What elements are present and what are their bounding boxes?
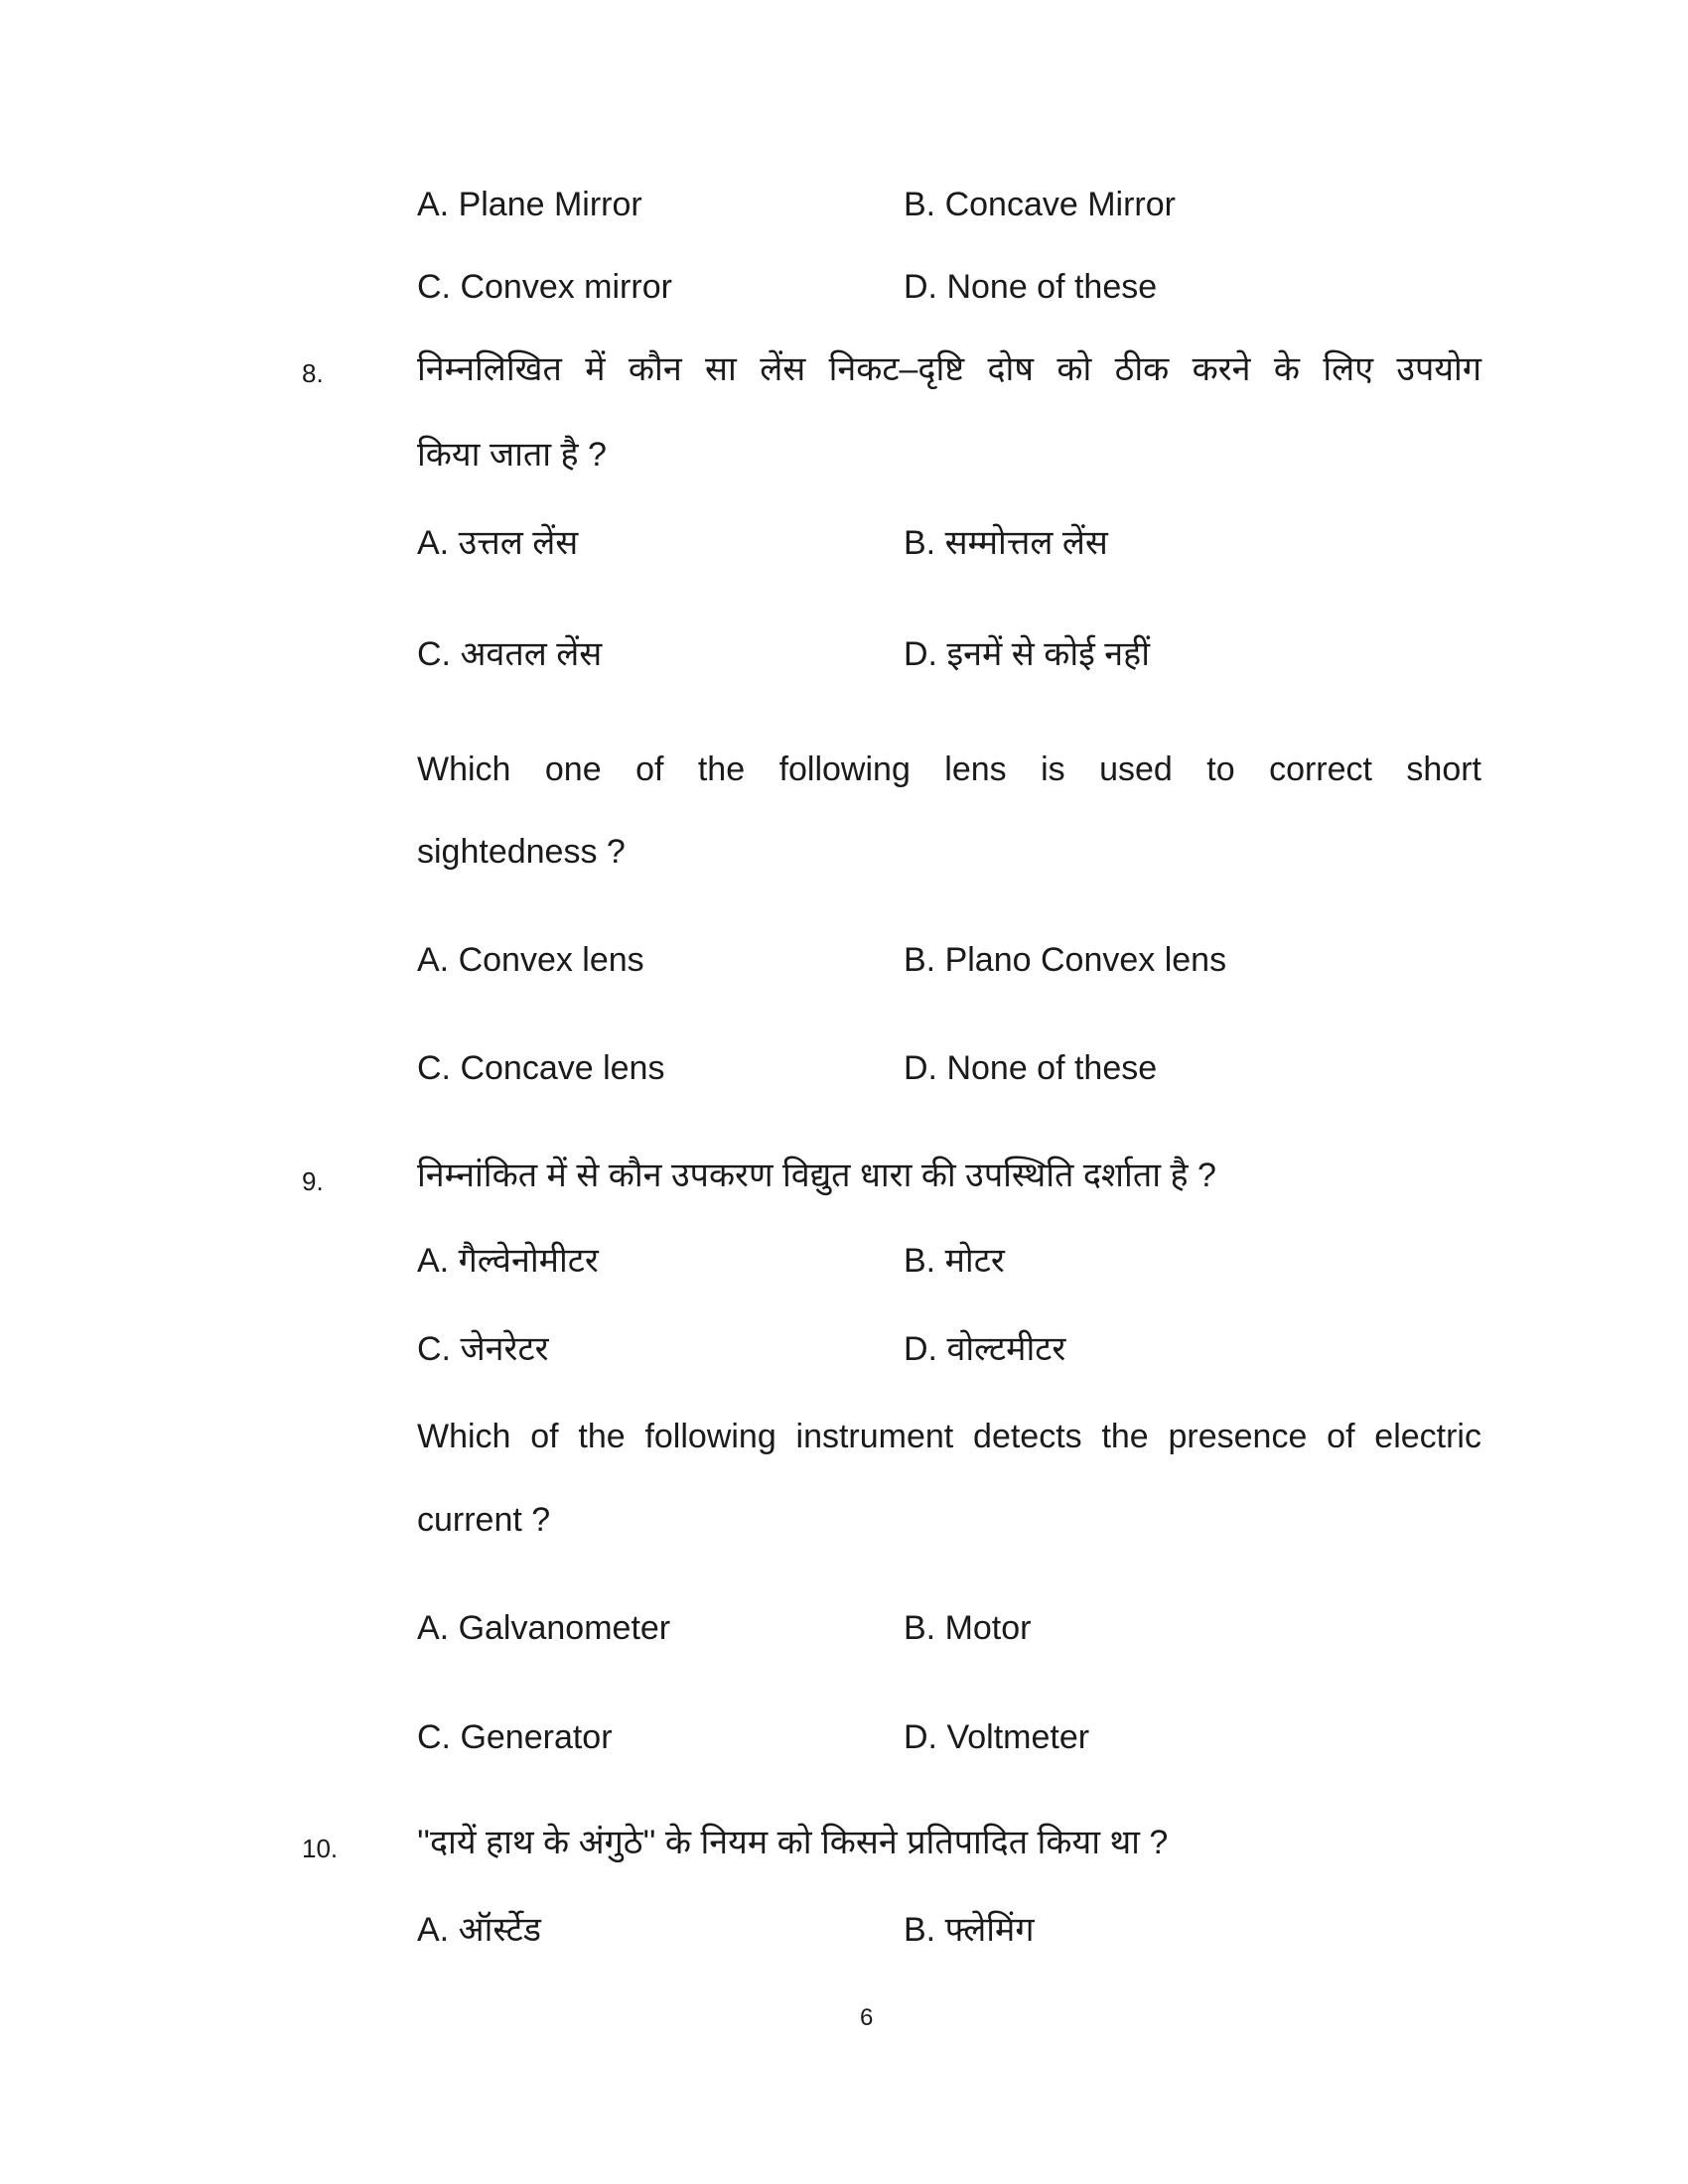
option-a-hindi: A. गैल्वेनोमीटर (417, 1242, 599, 1280)
option-b: B. Motor (904, 1609, 1032, 1647)
option-d: D. None of these (904, 1049, 1158, 1087)
option-d-hindi: D. इनमें से कोई नहीं (904, 635, 1151, 673)
option-d: D. Voltmeter (904, 1718, 1090, 1756)
option-b-hindi: B. फ्लेमिंग (904, 1911, 1035, 1949)
option-a: A. Convex lens (417, 941, 644, 979)
option-c: C. Generator (417, 1718, 613, 1756)
question-text-english-cont: sightedness ? (417, 833, 626, 871)
option-b-hindi: B. सम्मोत्तल लेंस (904, 524, 1108, 562)
question-text-hindi: निम्नांकित में से कौन उपकरण विद्युत धारा की उपस्थिति दर्शाता है ? (417, 1157, 1216, 1194)
option-d: D. None of these (904, 268, 1158, 306)
question-number: 8. (302, 358, 324, 388)
option-b-hindi: B. मोटर (904, 1242, 1005, 1280)
option-a-hindi: A. ऑर्स्टेड (417, 1911, 541, 1949)
question-text-hindi-cont: किया जाता है ? (417, 436, 607, 474)
option-a: A. Plane Mirror (417, 186, 642, 223)
option-d-hindi: D. वोल्टमीटर (904, 1330, 1066, 1368)
option-c-hindi: C. जेनरेटर (417, 1330, 549, 1368)
question-text-hindi: ''दायें हाथ के अंगुठे'' के नियम को किसने प्रतिपादित किया था ? (417, 1824, 1169, 1861)
option-a-hindi: A. उत्तल लेंस (417, 524, 579, 562)
question-text-hindi: निम्नलिखित में कौन सा लेंस निकट–दृष्टि दोष को ठीक करने के लिए उपयोग (417, 350, 1481, 388)
question-number: 10. (302, 1834, 339, 1863)
option-b: B. Plano Convex lens (904, 941, 1227, 979)
option-c: C. Concave lens (417, 1049, 665, 1087)
question-number: 9. (302, 1166, 324, 1196)
question-text-english-cont: current ? (417, 1501, 551, 1539)
option-b: B. Concave Mirror (904, 186, 1176, 223)
option-a: A. Galvanometer (417, 1609, 671, 1647)
option-c: C. Convex mirror (417, 268, 672, 306)
option-c-hindi: C. अवतल लेंस (417, 635, 603, 673)
page-number: 6 (860, 2004, 874, 2031)
question-text-english: Which of the following instrument detects the presence of electric (417, 1418, 1481, 1455)
question-text-english: Which one of the following lens is used to correct short (417, 751, 1481, 788)
